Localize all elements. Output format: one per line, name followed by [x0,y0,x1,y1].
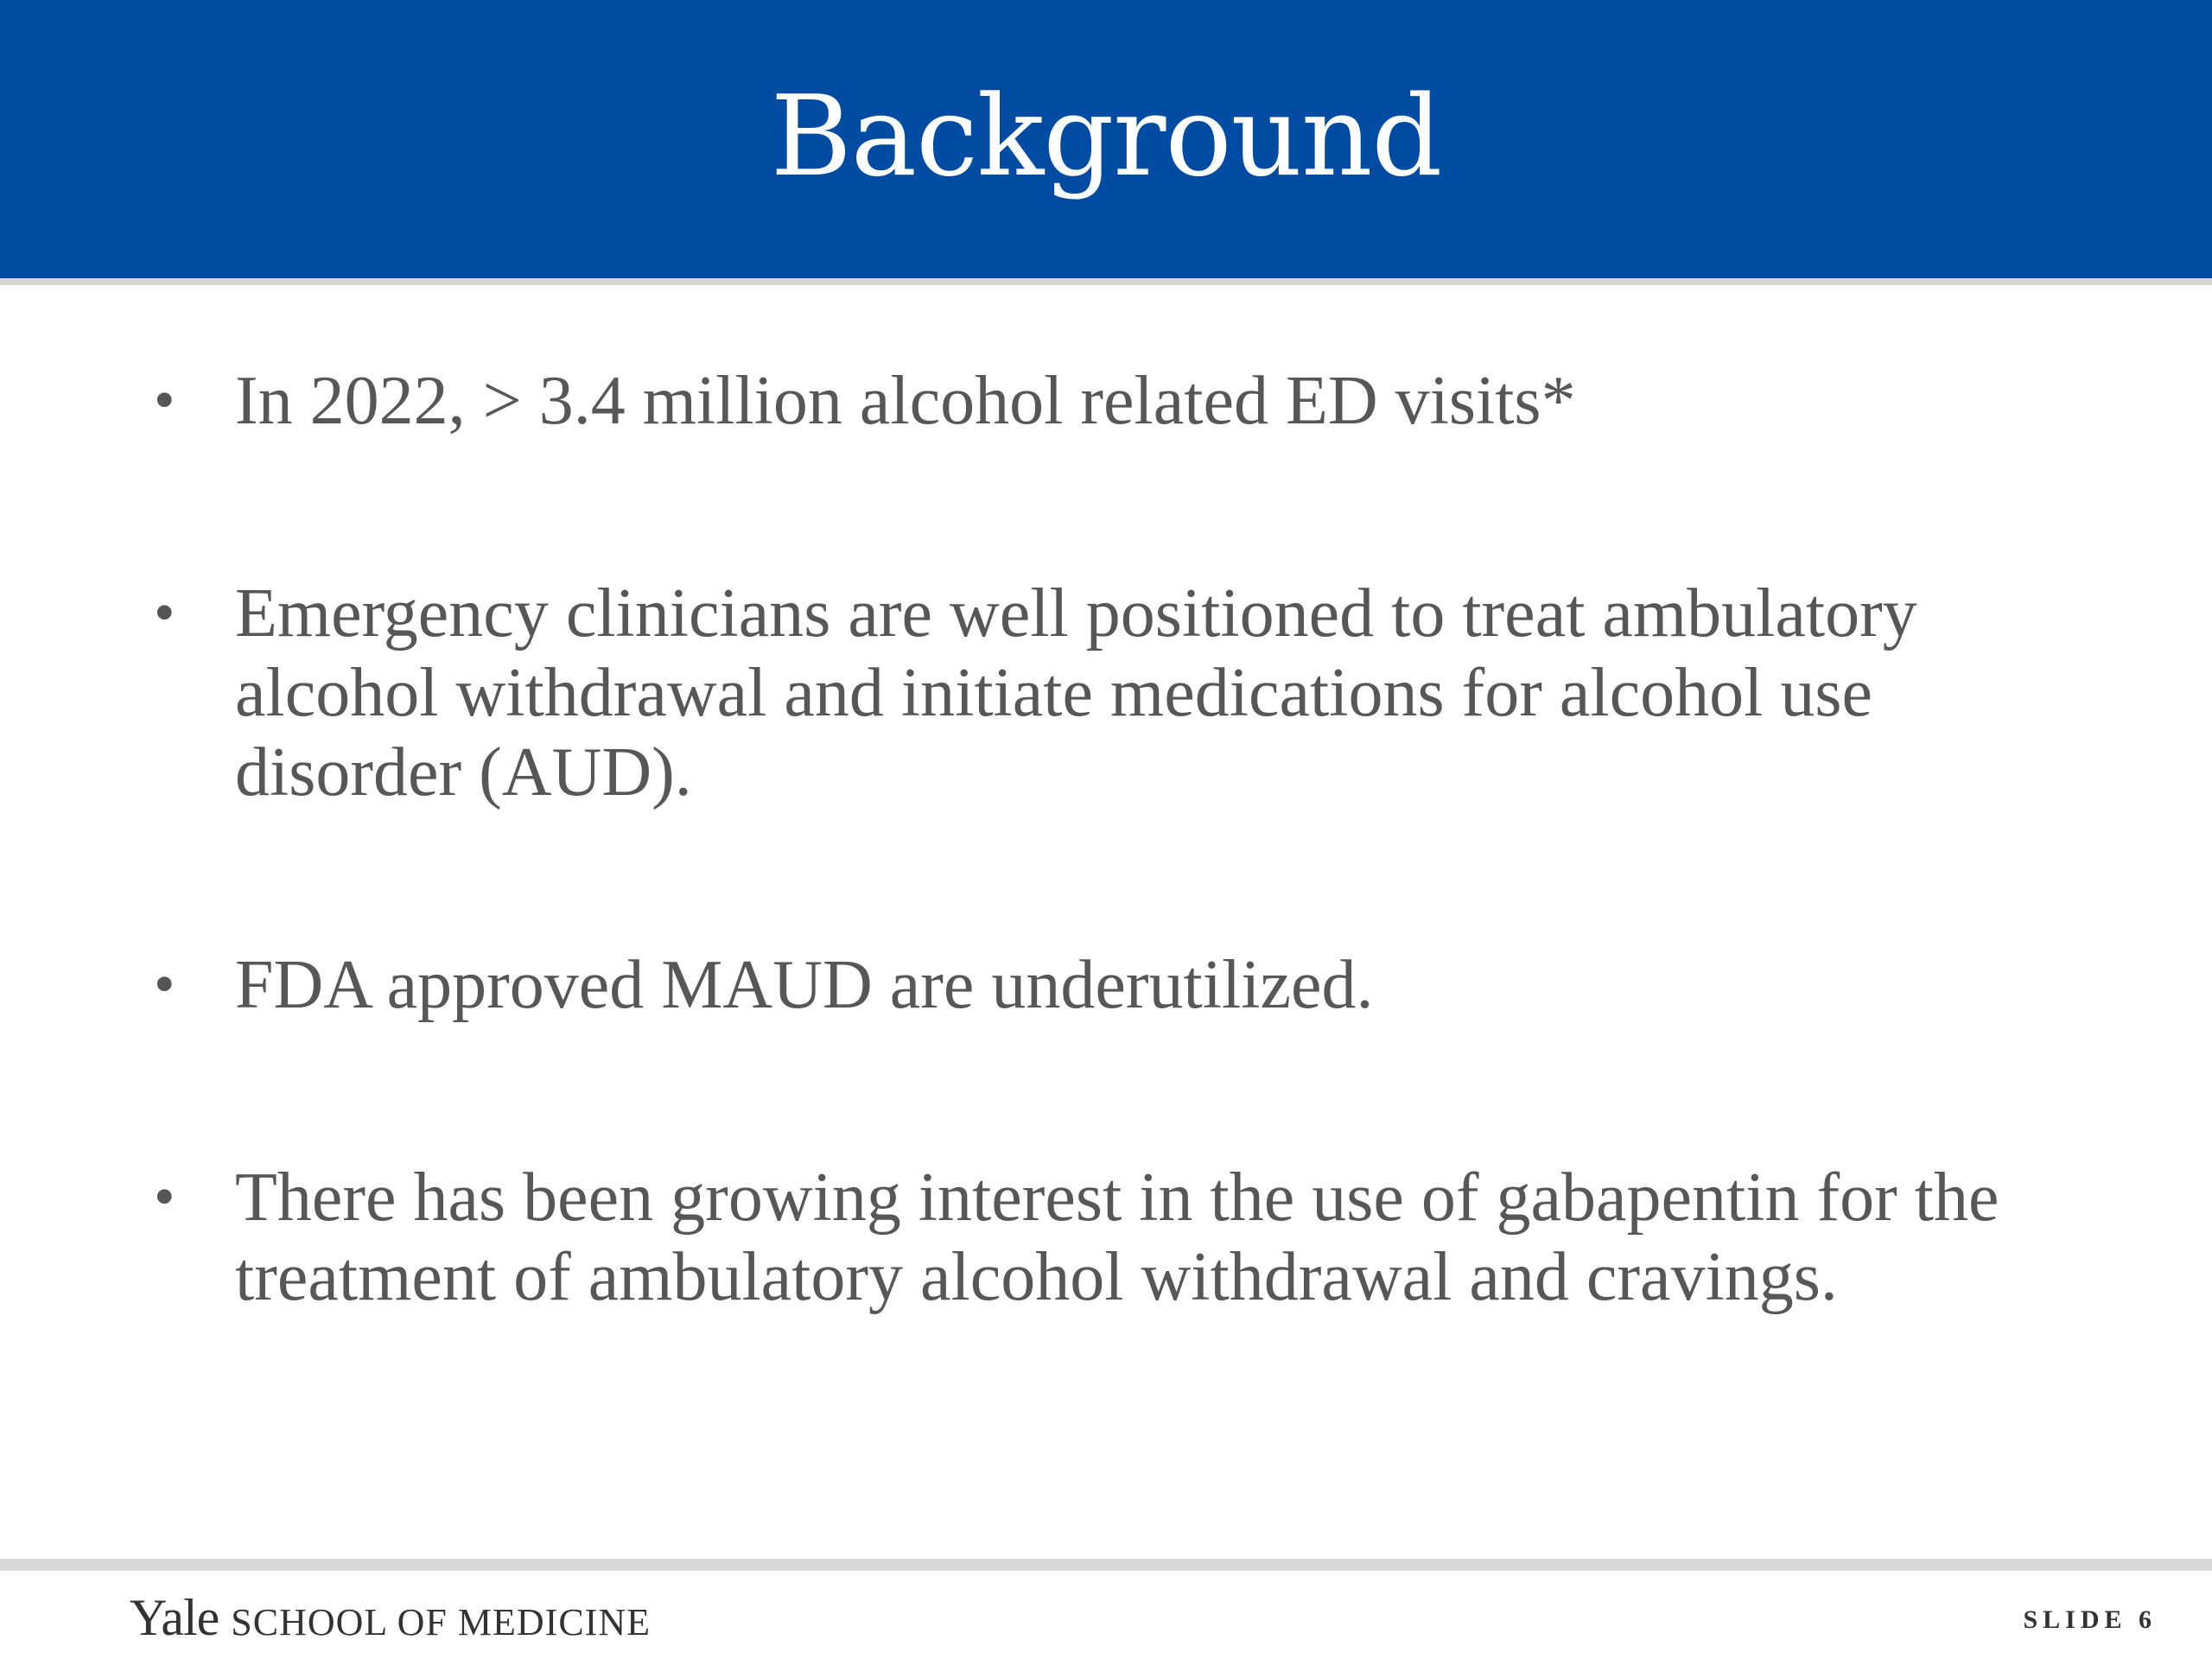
footer-divider [0,1559,2212,1571]
bullet-marker: • [154,951,175,1018]
header-divider [0,278,2212,285]
title-banner [0,0,2212,278]
bullet-text: There has been growing interest in the use of gabapentin for the treatment of ambulatory alcohol withdrawal and cravings. [235,1160,1999,1315]
slide-number: SLIDE 6 [2023,1605,2157,1634]
logo-yale-wordmark: Yale [130,1589,219,1646]
bullet-text: In 2022, > 3.4 million alcohol related ED visits* [235,363,1576,439]
bullet-marker: • [154,1164,175,1230]
yale-school-of-medicine-logo [130,1588,651,1646]
slide-title: Background [770,73,1442,201]
bullet-marker: • [154,367,175,434]
bullet-text: Emergency clinicians are well positioned to treat ambulatory alcohol withdrawal and initiate medications for alcohol use disorder (AUD). [235,575,1917,810]
bullet-marker: • [154,580,175,646]
logo-school-name: SCHOOL OF MEDICINE [231,1601,651,1643]
bullet-text: FDA approved MAUD are underutilized. [235,947,1374,1023]
